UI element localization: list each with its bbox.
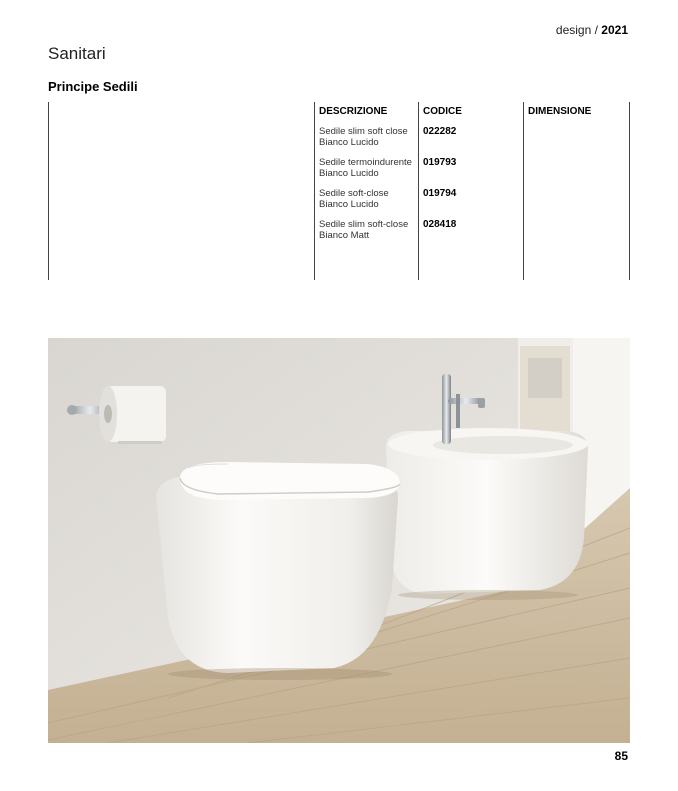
table-row-1-description [319,127,408,148]
description-line-1: Sedile slim soft-close [319,219,409,230]
brand-separator: / [591,23,602,37]
description-line-1: Sedile termoindurente [319,157,412,168]
product-title: Principe Sedili [48,79,138,94]
table-row-2-code: 019793 [423,157,457,168]
table-row-1-code: 022282 [423,126,457,137]
table-divider-description [314,102,315,280]
section-title: Sanitari [48,44,106,63]
brand-year: 2021 [601,23,628,37]
product-table [48,102,630,280]
column-header-description: DESCRIZIONE [319,106,388,117]
table-row-4-description [319,220,408,241]
description-line-2: Bianco Lucido [319,167,379,179]
table-right-border [629,102,630,280]
table-row-4-code: 028418 [423,219,457,230]
table-divider-code [418,102,419,280]
table-row-3-description [319,189,389,210]
description-line-2: Bianco Lucido [319,198,379,210]
header-brand [556,23,628,37]
column-header-code: CODICE [423,106,462,117]
table-row-2-description [319,158,412,179]
description-line-2: Bianco Lucido [319,136,379,148]
table-divider-dimension [523,102,524,280]
description-line-1: Sedile slim soft close [319,126,408,137]
column-header-dimension: DIMENSIONE [528,106,592,117]
product-photo [48,338,630,743]
brand-label: design [555,23,592,37]
page-number: 85 [614,749,628,763]
table-row-3-code: 019794 [423,188,457,199]
description-line-2: Bianco Matt [319,229,370,241]
description-line-1: Sedile soft-close [319,188,389,199]
table-left-border [48,102,49,280]
